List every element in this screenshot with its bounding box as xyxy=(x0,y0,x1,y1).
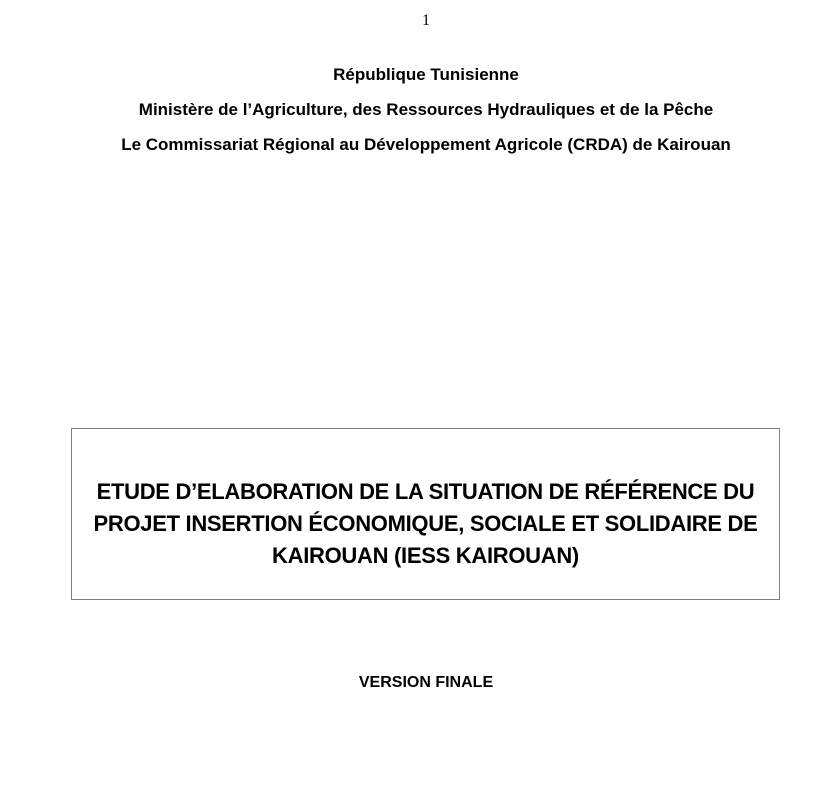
version-label: VERSION FINALE xyxy=(358,674,494,691)
title-box xyxy=(71,428,780,600)
title-line-2: PROJET INSERTION ÉCONOMIQUE, SOCIALE ET SOLIDAIRE DE xyxy=(93,511,758,536)
title-line-3: KAIROUAN (IESS KAIROUAN) xyxy=(272,543,579,568)
title-line-1: ETUDE D’ELABORATION DE LA SITUATION DE RÉFÉRENCE DU xyxy=(96,479,755,504)
header-commission: Le Commissariat Régional au Développement Agricole (CRDA) de Kairouan xyxy=(121,135,731,154)
page-number: 1 xyxy=(422,12,430,29)
document-header xyxy=(0,63,838,168)
header-ministry: Ministère de l’Agriculture, des Ressources Hydrauliques et de la Pêche xyxy=(138,100,714,119)
document-title xyxy=(72,476,779,572)
header-country: République Tunisienne xyxy=(333,65,519,84)
